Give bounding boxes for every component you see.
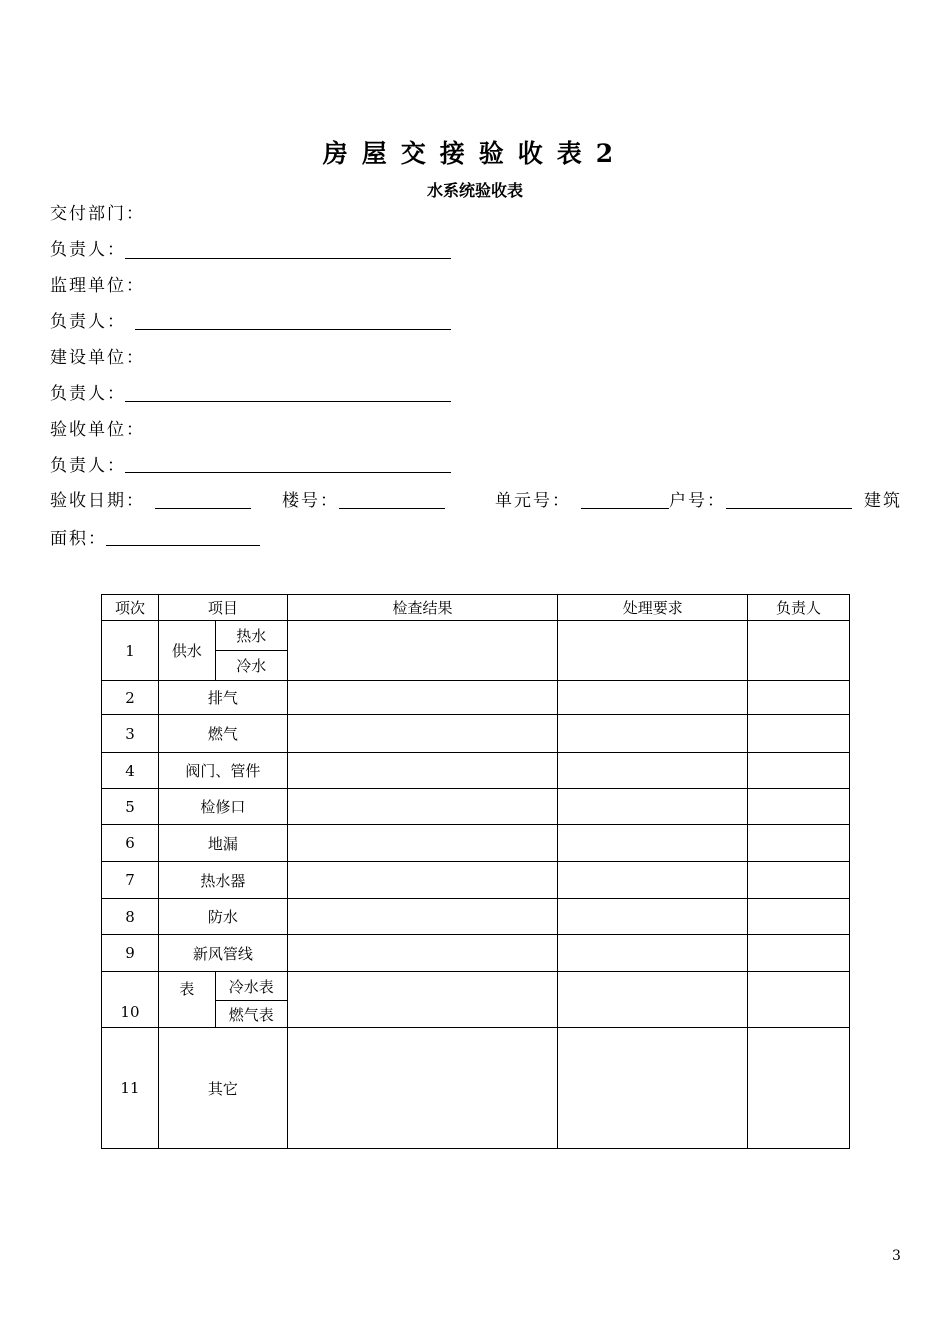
row-no: 10 <box>102 972 159 1028</box>
acceptance-date-field[interactable] <box>155 508 251 509</box>
table-row <box>102 789 850 825</box>
page-subtitle: 水系统验收表 <box>426 181 523 200</box>
delivery-dept-label: 交付部门： <box>50 204 145 224</box>
table-row <box>102 681 850 715</box>
building-no-label: 楼号： <box>282 491 339 511</box>
row-no: 8 <box>102 899 159 935</box>
result-cell[interactable] <box>287 621 558 681</box>
inspection-table <box>101 594 850 1149</box>
requirement-cell[interactable] <box>558 715 748 753</box>
result-cell[interactable] <box>287 825 558 862</box>
requirement-cell[interactable] <box>558 972 748 1028</box>
responsible-cell[interactable] <box>748 972 850 1028</box>
row-no: 5 <box>102 789 159 825</box>
requirement-cell[interactable] <box>558 789 748 825</box>
row-no: 9 <box>102 935 159 972</box>
room-no-label: 户号： <box>669 491 726 511</box>
responsible-cell[interactable] <box>748 899 850 935</box>
responsible-cell[interactable] <box>748 789 850 825</box>
result-cell[interactable] <box>287 1028 558 1149</box>
row-item: 检修口 <box>158 789 287 825</box>
header-result: 检查结果 <box>287 595 558 621</box>
responsible-cell[interactable] <box>748 621 850 681</box>
requirement-cell[interactable] <box>558 1028 748 1149</box>
unit-no-label: 单元号： <box>495 491 571 511</box>
table-row <box>102 753 850 789</box>
acceptance-date-label: 验收日期： <box>50 491 145 511</box>
result-cell[interactable] <box>287 681 558 715</box>
responsible-cell[interactable] <box>748 1028 850 1149</box>
person3-label: 负责人： <box>50 384 126 404</box>
person2-field[interactable] <box>135 329 451 330</box>
unit-no-field[interactable] <box>581 508 669 509</box>
requirement-cell[interactable] <box>558 825 748 862</box>
requirement-cell[interactable] <box>558 862 748 899</box>
row-item: 燃气 <box>158 715 287 753</box>
row-subitem: 燃气表 <box>215 1001 287 1028</box>
responsible-cell[interactable] <box>748 753 850 789</box>
acceptance-unit-label: 验收单位： <box>50 420 145 440</box>
construction-unit-label: 建设单位： <box>50 348 145 368</box>
result-cell[interactable] <box>287 862 558 899</box>
table-row <box>102 1028 850 1149</box>
building-area-field[interactable] <box>106 545 260 546</box>
requirement-cell[interactable] <box>558 621 748 681</box>
row-subitem: 热水 <box>215 621 287 651</box>
person4-label: 负责人： <box>50 456 126 476</box>
row-no: 1 <box>102 621 159 681</box>
requirement-cell[interactable] <box>558 899 748 935</box>
row-item: 表 <box>158 972 215 1028</box>
row-item: 防水 <box>158 899 287 935</box>
result-cell[interactable] <box>287 935 558 972</box>
result-cell[interactable] <box>287 899 558 935</box>
header-responsible: 负责人 <box>748 595 850 621</box>
row-no: 7 <box>102 862 159 899</box>
table-row <box>102 899 850 935</box>
row-item: 新风管线 <box>158 935 287 972</box>
row-item: 其它 <box>158 1028 287 1149</box>
row-item: 阀门、管件 <box>158 753 287 789</box>
row-no: 11 <box>102 1028 159 1149</box>
person1-field[interactable] <box>125 258 451 259</box>
requirement-cell[interactable] <box>558 935 748 972</box>
row-item: 热水器 <box>158 862 287 899</box>
person1-label: 负责人： <box>50 240 126 260</box>
result-cell[interactable] <box>287 789 558 825</box>
table-row <box>102 825 850 862</box>
building-no-field[interactable] <box>339 508 445 509</box>
responsible-cell[interactable] <box>748 935 850 972</box>
page-number: 3 <box>892 1248 901 1264</box>
row-no: 4 <box>102 753 159 789</box>
table-row <box>102 972 850 1001</box>
row-no: 2 <box>102 681 159 715</box>
result-cell[interactable] <box>287 753 558 789</box>
responsible-cell[interactable] <box>748 825 850 862</box>
building-area-label-1: 建筑 <box>864 491 902 511</box>
requirement-cell[interactable] <box>558 681 748 715</box>
person3-field[interactable] <box>125 401 451 402</box>
requirement-cell[interactable] <box>558 753 748 789</box>
header-no: 项次 <box>102 595 159 621</box>
row-no: 6 <box>102 825 159 862</box>
supervision-unit-label: 监理单位： <box>50 276 145 296</box>
header-item: 项目 <box>158 595 287 621</box>
table-row <box>102 715 850 753</box>
building-area-label-2: 面积： <box>50 529 107 549</box>
table-row <box>102 935 850 972</box>
row-item: 排气 <box>158 681 287 715</box>
person2-label: 负责人： <box>50 312 126 332</box>
row-no: 3 <box>102 715 159 753</box>
table-header-row <box>102 595 850 621</box>
result-cell[interactable] <box>287 715 558 753</box>
row-item: 地漏 <box>158 825 287 862</box>
responsible-cell[interactable] <box>748 862 850 899</box>
header-requirement: 处理要求 <box>558 595 748 621</box>
person4-field[interactable] <box>125 472 451 473</box>
row-subitem: 冷水表 <box>215 972 287 1001</box>
row-subitem: 冷水 <box>215 651 287 681</box>
page-title: 房屋交接验收表2 <box>322 139 628 168</box>
row-item: 供水 <box>158 621 215 681</box>
table-row <box>102 862 850 899</box>
responsible-cell[interactable] <box>748 715 850 753</box>
result-cell[interactable] <box>287 972 558 1028</box>
table-row <box>102 621 850 651</box>
room-no-field[interactable] <box>726 508 852 509</box>
responsible-cell[interactable] <box>748 681 850 715</box>
